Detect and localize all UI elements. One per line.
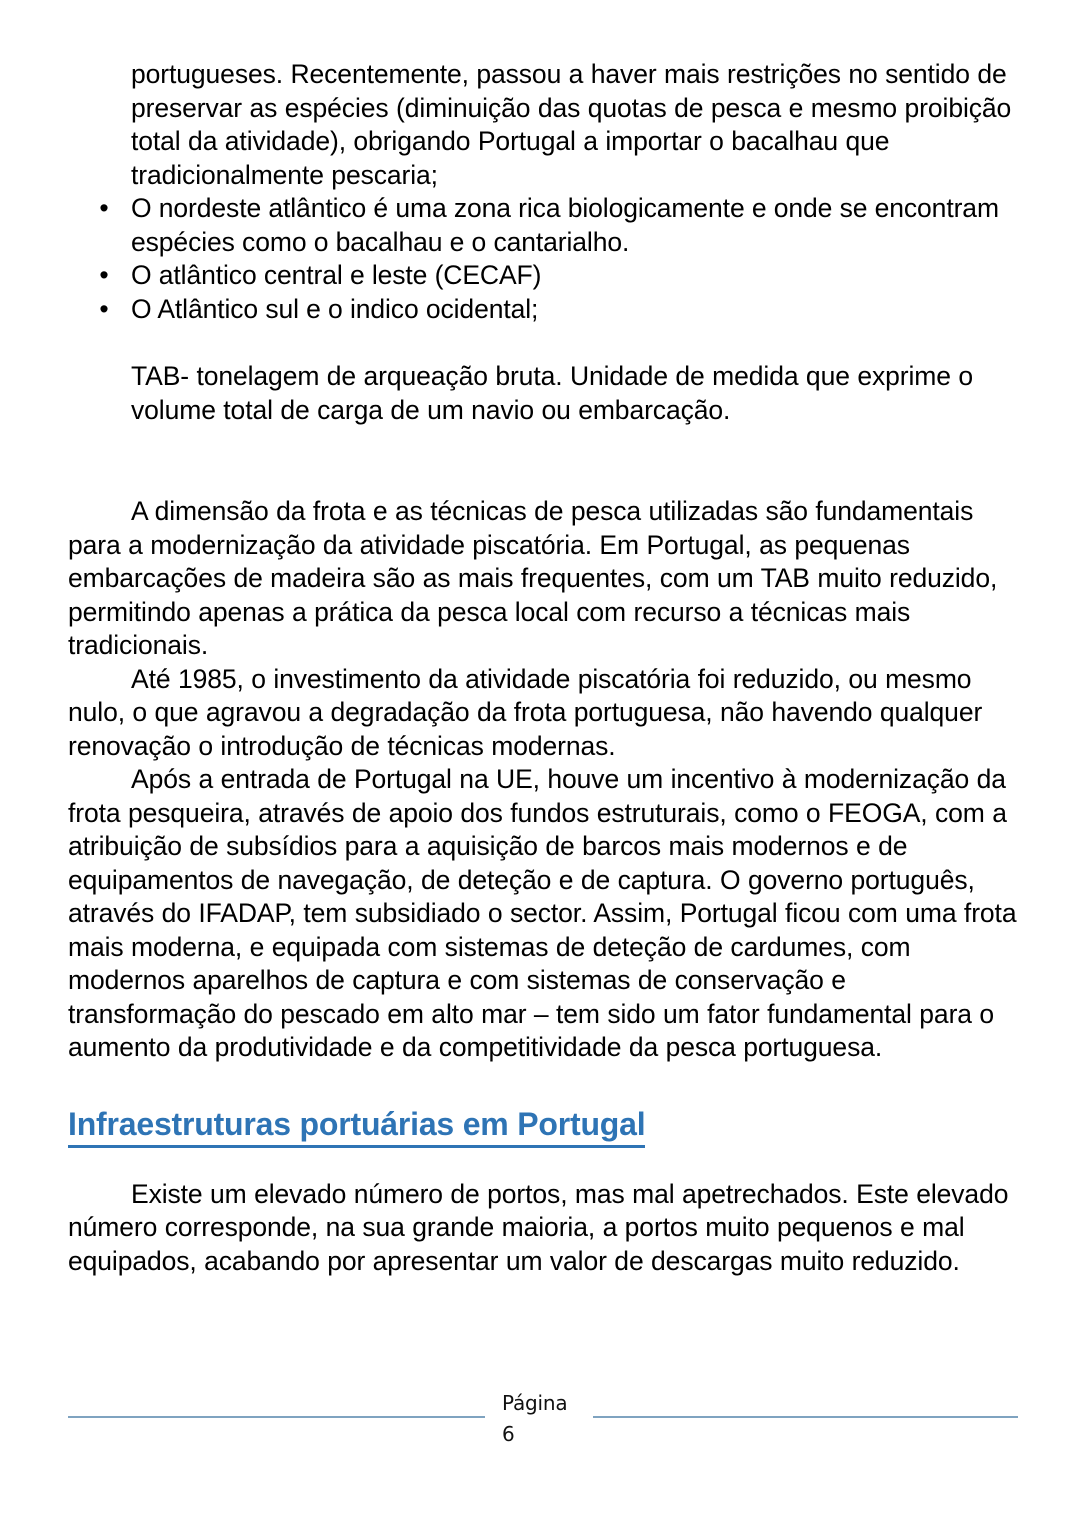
list-item xyxy=(68,192,1018,259)
paragraph-tab-definition: TAB- tonelagem de arqueação bruta. Unidade de medida que exprime o volume total de carga de um navio ou embarcação. xyxy=(131,361,973,425)
paragraph-apos-entrada-ue: Após a entrada de Portugal na UE, houve um incentivo à modernização da frota pesqueira, através de apoio dos fundos estruturais, como o FEOGA, com a atribuição de subsídios para a aquisição de barcos mais modernos e de equipamentos de navegação, de deteção e de captura. O governo português, através do IFADAP, tem subsidiado o sector. Assim, Portugal ficou com uma frota mais moderna, e equipada com sistemas de deteção de cardumes, com modernos aparelhos de captura e com sistemas de conservação e transformação do pescado em alto mar – tem sido um fator fundamental para o aumento da produtividade e da competitividade da pesca portuguesa. xyxy=(68,764,1017,1062)
bullet-list xyxy=(68,192,1018,326)
list-item xyxy=(68,259,1018,293)
bullet-icon: • xyxy=(99,193,109,223)
list-item-label: O Atlântico sul e o indico ocidental; xyxy=(131,293,539,324)
spacer xyxy=(68,427,1018,495)
page-content xyxy=(68,58,1018,1278)
page-number: 6 xyxy=(502,1422,515,1446)
page-word: Página xyxy=(502,1391,568,1415)
page-number-label xyxy=(502,1388,592,1450)
list-item-label: O nordeste atlântico é uma zona rica biologicamente e onde se encontram espécies como o bacalhau e o cantarialho. xyxy=(131,193,999,257)
paragraph-portos: Existe um elevado número de portos, mas mal apetrechados. Este elevado número corresponde, na sua grande maioria, a portos muito pequenos e mal equipados, acabando por apresentar um valor de descargas muito reduzido. xyxy=(68,1178,1009,1276)
paragraph-continuation: portugueses. Recentemente, passou a haver mais restrições no sentido de preservar as espécies (diminuição das quotas de pesca e mesmo proibição total da atividade), obrigando Portugal a importar o bacalhau que tradicionalmente pescaria; xyxy=(131,59,1012,190)
bullet-icon: • xyxy=(99,260,109,290)
spacer xyxy=(68,326,1018,360)
paragraph-dimensao-frota: A dimensão da frota e as técnicas de pesca utilizadas são fundamentais para a modernização da atividade piscatória. Em Portugal, as pequenas embarcações de madeira são as mais frequentes, com um TAB muito reduzido, permitindo apenas a prática da pesca local com recurso a técnicas mais tradicionais. xyxy=(68,496,998,660)
paragraph-ate-1985: Até 1985, o investimento da atividade piscatória foi reduzido, ou mesmo nulo, o que agravou a degradação da frota portuguesa, não havendo qualquer renovação o introdução de técnicas modernas. xyxy=(68,663,983,761)
spacer xyxy=(68,1148,1018,1178)
section-heading-wrapper xyxy=(68,1105,1018,1148)
footer-rule-left xyxy=(68,1416,485,1418)
footer-rule-right xyxy=(593,1416,1018,1418)
list-item-label: O atlântico central e leste (CECAF) xyxy=(131,260,542,290)
bullet-icon: • xyxy=(99,293,109,324)
list-item xyxy=(68,293,1018,327)
page-title: Infraestruturas portuárias em Portugal xyxy=(68,1105,645,1148)
page-footer xyxy=(68,1388,1018,1468)
spacer xyxy=(68,1065,1018,1105)
